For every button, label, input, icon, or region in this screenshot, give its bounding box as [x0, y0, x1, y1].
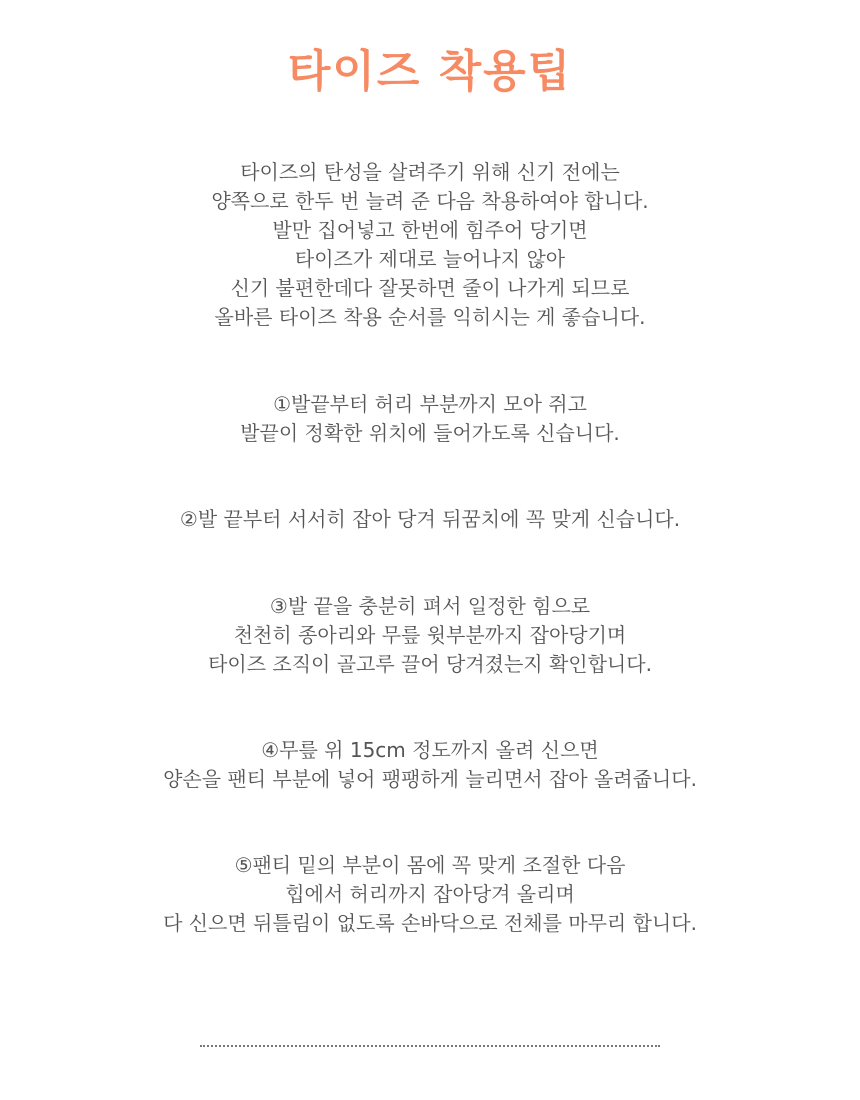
- step-line: ②발 끝부터 서서히 잡아 당겨 뒤꿈치에 꼭 맞게 신습니다.: [179, 507, 681, 531]
- intro-line: 신기 불편한데다 잘못하면 줄이 나가게 되므로: [230, 276, 630, 300]
- intro-line: 올바른 타이즈 착용 순서를 익히시는 게 좋습니다.: [214, 305, 646, 329]
- step-1: [0, 390, 860, 448]
- step-line: ①발끝부터 허리 부분까지 모아 쥐고: [273, 392, 587, 416]
- step-5: [0, 851, 860, 938]
- step-line: 다 신으면 뒤틀림이 없도록 손바닥으로 전체를 마무리 합니다.: [163, 911, 697, 935]
- step-line: 타이즈 조직이 골고루 끌어 당겨졌는지 확인합니다.: [208, 652, 652, 676]
- step-3: [0, 592, 860, 679]
- step-line: 힙에서 허리까지 잡아당겨 올리며: [285, 882, 575, 906]
- intro-paragraph: [0, 158, 860, 332]
- page-title: 타이즈 착용팁: [287, 46, 573, 97]
- intro-line: 타이즈가 제대로 늘어나지 않아: [294, 247, 566, 271]
- step-line: ③발 끝을 충분히 펴서 일정한 힘으로: [269, 594, 591, 618]
- step-line: 천천히 종아리와 무릎 윗부분까지 잡아당기며: [233, 623, 627, 647]
- step-2: [0, 505, 860, 534]
- step-line: 발끝이 정확한 위치에 들어가도록 신습니다.: [240, 421, 620, 445]
- step-4: [0, 736, 860, 794]
- intro-line: 양쪽으로 한두 번 늘려 준 다음 착용하여야 합니다.: [211, 189, 649, 213]
- step-line: ④무릎 위 15cm 정도까지 올려 신으면: [261, 738, 599, 762]
- intro-line: 발만 집어넣고 한번에 힘주어 당기면: [272, 218, 588, 242]
- step-line: 양손을 팬티 부분에 넣어 팽팽하게 늘리면서 잡아 올려줍니다.: [163, 767, 697, 791]
- intro-line: 타이즈의 탄성을 살려주기 위해 신기 전에는: [240, 160, 620, 184]
- step-line: ⑤팬티 밑의 부분이 몸에 꼭 맞게 조절한 다음: [234, 853, 626, 877]
- dotted-divider: [200, 1045, 660, 1047]
